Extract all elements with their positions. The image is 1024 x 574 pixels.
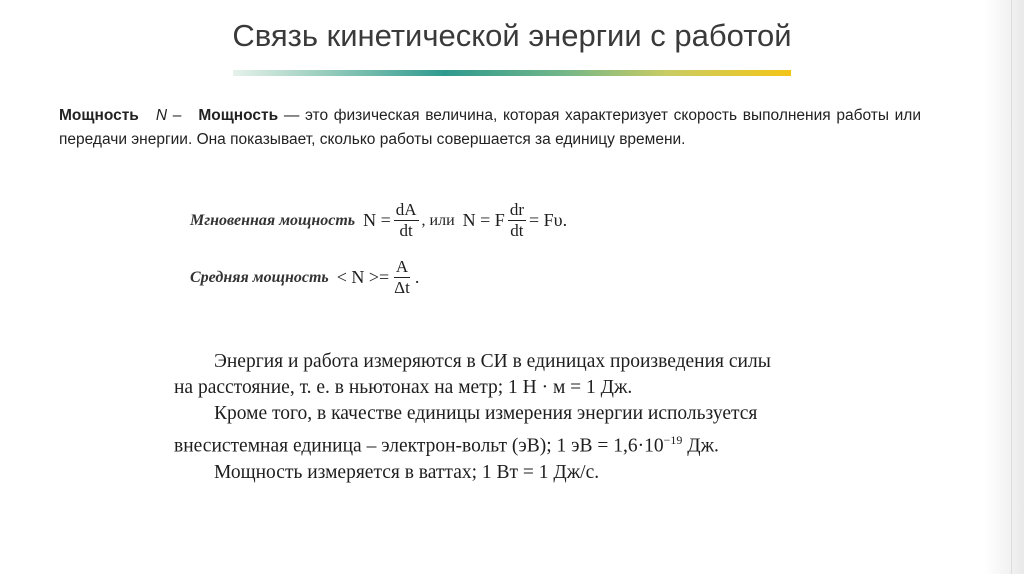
term-power-2: Мощность [198,107,279,124]
intro-paragraph [59,104,921,152]
body-line [174,427,864,460]
power-definition: — это физическая величина, которая характеризует скорость выполнения работы или передачи энергии. Она показывает, сколько работы совершается за единицу времени. [59,107,921,148]
fraction-dA-dt [394,200,419,241]
body-line [174,401,864,427]
body-text: Кроме того, в качестве единицы измерения энергии используется [214,403,758,424]
body-text: на расстояние, т. е. в ньютонах на метр; 1 Н · м = 1 Дж. [174,377,633,398]
formula-average-label: Средняя мощность [190,268,329,286]
fraction-denominator: Δt [394,278,410,297]
units-paragraph [174,349,864,486]
fraction-denominator: dt [399,221,413,240]
slide-title: Связь кинетической энергии с работой [232,18,792,53]
body-text: Дж. [682,435,719,457]
formula-average-end: . [414,267,420,287]
body-line [174,349,864,375]
body-text: Энергия и работа измеряются в СИ в единицах произведения силы [214,351,771,372]
formula-instant-label: Мгновенная мощность [190,211,356,229]
body-text: Мощность измеряется в ваттах; 1 Вт = 1 Дж/с. [214,461,600,483]
formula-instant-rhs: = Fυ. [529,210,568,230]
formula-average-lhs: < N >= [336,267,390,287]
formula-instant-sep: , или [421,211,455,229]
fraction-numerator: dA [395,200,417,219]
formula-instant-mid: N = F [462,210,505,230]
exponent: −19 [663,433,683,447]
fraction-numerator: dr [509,200,524,219]
slide-edge-shadow [984,0,1024,574]
fraction-dr-dt [508,200,526,241]
formula-instant-power [190,200,567,241]
power-symbol: N [155,107,168,124]
formula-average-power [190,257,419,298]
body-line [174,375,864,401]
dash: – [167,107,187,124]
title-underline-gradient [233,70,791,76]
body-text: внесистемная единица – электрон-вольт (эВ); 1 эВ = 1,6·10 [174,435,664,457]
fraction-numerator: A [395,257,409,276]
term-power: Мощность [59,107,139,124]
formula-instant-lhs: N = [363,210,391,230]
fraction-A-dt [392,257,412,298]
body-line [174,460,864,486]
fraction-denominator: dt [510,221,524,240]
slide-edge-line [1011,0,1012,574]
